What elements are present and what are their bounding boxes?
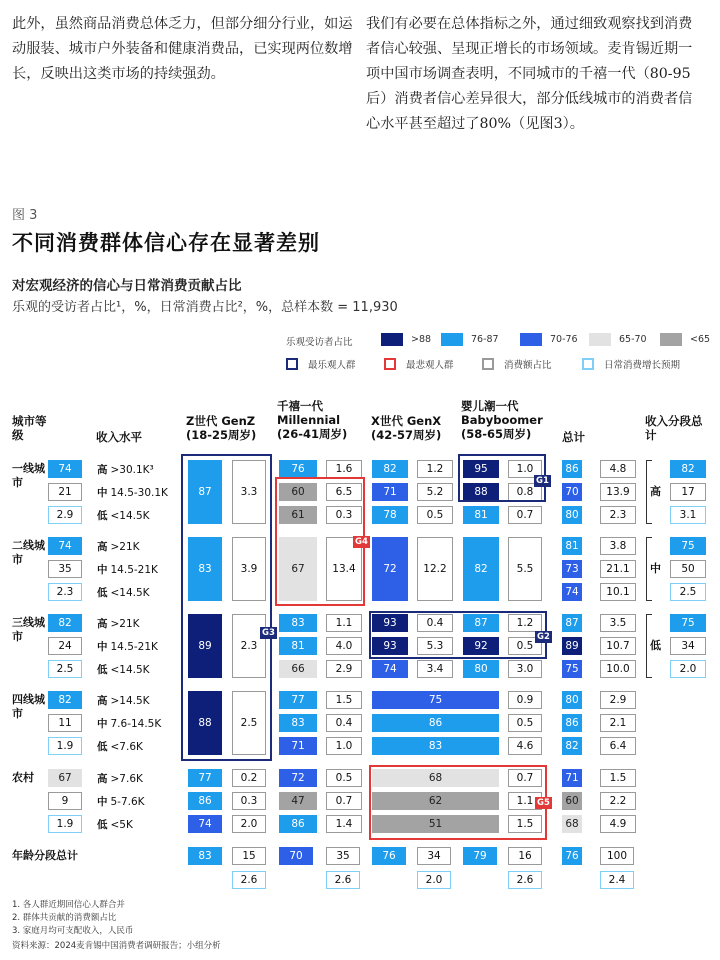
legend-bin-label: 70-76 [550,334,578,345]
total-optimism: 86 [562,714,582,732]
genx-optimism: 72 [372,537,408,601]
genx-optimism: 93 [372,637,408,655]
total-optimism: 82 [562,737,582,755]
genx-share: 5.3 [417,637,453,655]
header-total: 总计 [562,430,585,444]
age-total-growth: 2.6 [508,871,542,889]
income-range: >21K [110,541,140,553]
total-optimism: 86 [562,460,582,478]
boomer-optimism: 88 [463,483,499,501]
legend-box-label: 最悲观人群 [406,360,454,371]
genx-boomer-merged: 68 [372,769,499,787]
age-total-share: 34 [417,847,451,865]
millennial-share: 1.5 [326,691,362,709]
legend-swatch [520,333,542,346]
total-optimism: 87 [562,614,582,632]
income-level: 中 [97,487,108,499]
header-genx: X世代 GenX (42-57周岁) [371,414,442,442]
boomer-share: 0.9 [508,691,542,709]
genx-share: 12.2 [417,537,453,601]
tier-label: 四线城市 [12,693,45,720]
genx-boomer-merged: 86 [372,714,499,732]
age-total-growth: 2.6 [232,871,266,889]
income-range: >30.1K³ [110,464,154,476]
age-total-share: 35 [326,847,360,865]
tier-cell: 67 [48,769,82,787]
income-label [97,585,150,600]
income-level: 低 [97,741,108,753]
income-total-cell: 34 [670,637,706,655]
income-range: >7.6K [110,773,143,785]
income-range: <7.6K [110,741,143,753]
header-income-total: 收入分段总计 [645,414,703,442]
age-total-optimism: 76 [562,847,582,865]
total-optimism: 70 [562,483,582,501]
total-share: 1.5 [600,769,636,787]
boomer-optimism: 87 [463,614,499,632]
income-label [97,539,140,554]
genx-optimism: 71 [372,483,408,501]
genz-share: 2.0 [232,815,266,833]
legend-box [582,357,680,371]
genz-share: 0.3 [232,792,266,810]
income-label [97,716,161,731]
legend-box [384,357,454,371]
boomer-share: 0.8 [508,483,542,501]
total-optimism: 81 [562,537,582,555]
legend-bin-label: 76-87 [471,334,499,345]
total-share: 10.7 [600,637,636,655]
genz-optimism: 89 [188,614,222,678]
tier-cell: 1.9 [48,815,82,833]
legend-swatch [441,333,463,346]
genz-share: 2.3 [232,614,266,678]
footnote: 1. 各人群近期回信心人群合并 [12,900,125,910]
legend-box-label: 最乐观人群 [308,360,356,371]
genx-boomer-merged: 75 [372,691,499,709]
boomer-share: 3.0 [508,660,542,678]
total-share: 3.5 [600,614,636,632]
age-total-share: 15 [232,847,266,865]
tier-cell: 74 [48,537,82,555]
legend-swatch [589,333,611,346]
legend-box-swatch [384,358,396,370]
tier-cell: 24 [48,637,82,655]
total-share: 13.9 [600,483,636,501]
millennial-share: 0.4 [326,714,362,732]
income-level: 低 [97,510,108,522]
millennial-optimism: 71 [279,737,317,755]
income-level: 中 [97,564,108,576]
income-label [97,508,150,523]
genx-share: 1.2 [417,460,453,478]
income-level: 高 [97,618,108,630]
genx-boomer-merged: 83 [372,737,499,755]
genz-share: 3.9 [232,537,266,601]
group-tag: G3 [262,628,275,638]
tier-cell: 11 [48,714,82,732]
millennial-share: 0.7 [326,792,362,810]
age-total-growth: 2.0 [417,871,451,889]
boomer-optimism: 80 [463,660,499,678]
income-label [97,817,133,832]
total-share: 3.8 [600,537,636,555]
tier-label: 三线城市 [12,616,45,643]
boomer-share: 5.5 [508,537,542,601]
tier-cell: 1.9 [48,737,82,755]
tier-cell: 9 [48,792,82,810]
legend-box-label: 消费额占比 [504,360,552,371]
total-share: 21.1 [600,560,636,578]
legend-swatch [660,333,682,346]
tier-cell: 82 [48,614,82,632]
legend-box-swatch [286,358,298,370]
income-range: 14.5-30.1K [110,487,168,499]
genz-share: 2.5 [232,691,266,755]
intro-paragraph-left: 此外，虽然商品消费总体乏力，但部分细分行业，如运动服装、城市户外装备和健康消费品，已实现两位数增长，反映出这类市场的持续强劲。 [12,16,353,82]
millennial-share: 1.0 [326,737,362,755]
income-range: <14.5K [110,510,150,522]
millennial-optimism: 60 [279,483,317,501]
boomer-share: 4.6 [508,737,542,755]
income-range: 5-7.6K [110,796,145,808]
figure-label: 图 3 [12,208,38,223]
legend-swatch [381,333,403,346]
millennial-optimism: 77 [279,691,317,709]
income-level: 高 [97,695,108,707]
income-label [97,462,154,477]
income-level: 中 [97,641,108,653]
income-range: 14.5-21K [110,564,158,576]
millennial-optimism: 47 [279,792,317,810]
total-share: 10.0 [600,660,636,678]
group-tag: G1 [536,476,549,486]
boomer-optimism: 92 [463,637,499,655]
income-level: 中 [97,796,108,808]
age-total-optimism: 70 [279,847,313,865]
age-total-growth: 2.4 [600,871,634,889]
total-share: 2.2 [600,792,636,810]
age-total-share: 16 [508,847,542,865]
millennial-optimism: 76 [279,460,317,478]
tier-cell: 74 [48,460,82,478]
income-range: >14.5K [110,695,150,707]
millennial-optimism: 83 [279,614,317,632]
genx-optimism: 93 [372,614,408,632]
genx-optimism: 78 [372,506,408,524]
age-total-optimism: 79 [463,847,497,865]
millennial-share: 13.4 [326,537,362,601]
genx-share: 3.4 [417,660,453,678]
group-tag: G4 [355,537,368,547]
income-label [97,562,158,577]
total-share: 10.1 [600,583,636,601]
income-total-cell: 75 [670,614,706,632]
legend-bin [381,333,431,346]
g4-box [275,477,365,606]
income-range: <14.5K [110,587,150,599]
boomer-share: 0.7 [508,506,542,524]
age-total-optimism: 83 [188,847,222,865]
genx-optimism: 74 [372,660,408,678]
income-label [97,639,158,654]
header-income: 收入水平 [96,430,142,444]
genz-share: 0.2 [232,769,266,787]
income-total-cell: 3.1 [670,506,706,524]
header-tier: 城市等级 [12,414,47,442]
chart-title: 对宏观经济的信心与日常消费贡献占比 [12,278,242,294]
millennial-optimism: 61 [279,506,317,524]
income-label [97,616,140,631]
group-tag: G2 [537,632,550,642]
total-optimism: 71 [562,769,582,787]
total-optimism: 74 [562,583,582,601]
boomer-share: 0.5 [508,637,542,655]
total-optimism: 80 [562,691,582,709]
income-level: 低 [97,664,108,676]
income-total-cell: 82 [670,460,706,478]
income-level: 低 [97,819,108,831]
income-total-cell: 2.5 [670,583,706,601]
income-label [97,794,145,809]
total-optimism: 75 [562,660,582,678]
legend-bin [589,333,647,346]
age-total-optimism: 76 [372,847,406,865]
tier-cell: 2.3 [48,583,82,601]
total-share: 2.9 [600,691,636,709]
boomer-share: 1.2 [508,614,542,632]
genz-optimism: 87 [188,460,222,524]
income-level: 中 [97,718,108,730]
genz-optimism: 83 [188,537,222,601]
total-share: 4.8 [600,460,636,478]
genz-optimism: 77 [188,769,222,787]
legend-bin [520,333,578,346]
income-total-cell: 17 [670,483,706,501]
genx-share: 0.4 [417,614,453,632]
millennial-optimism: 86 [279,815,317,833]
income-total-cell: 50 [670,560,706,578]
income-total-cell: 75 [670,537,706,555]
income-label [97,693,150,708]
genx-share: 0.5 [417,506,453,524]
footnote: 2. 群体共贡献的消费额占比 [12,913,117,923]
legend-bin-label: >88 [411,334,432,345]
millennial-optimism: 66 [279,660,317,678]
millennial-share: 0.5 [326,769,362,787]
footnote: 资料来源：2024麦肯锡中国消费者调研报告；小组分析 [12,941,221,951]
boomer-share: 1.0 [508,460,542,478]
total-optimism: 60 [562,792,582,810]
figure-title: 不同消费群体信心存在显著差别 [12,230,320,255]
income-total-level: 中 [650,562,661,575]
intro-paragraph-right: 我们有必要在总体指标之外，通过细致观察找到消费者信心较强、呈现正增长的市场领域。麦肯锡近期一项中国市场调查表明，不同城市的千禧一代（80-95后）消费者信心差异很大，部分低线城市的消费者信心水平甚至超过了80%（见图3）。 [366,16,693,132]
legend-bin-label: 65-70 [619,334,647,345]
legend-bin-label: <65 [690,334,711,345]
legend-box-swatch [482,358,494,370]
tier-label: 二线城市 [12,539,45,566]
tier-cell: 2.5 [48,660,82,678]
genx-optimism: 82 [372,460,408,478]
income-level: 高 [97,464,108,476]
genz-optimism: 86 [188,792,222,810]
total-optimism: 89 [562,637,582,655]
boomer-optimism: 82 [463,537,499,601]
chart-subtitle: 乐观的受访者占比¹，%，日常消费占比²，%，总样本数 = 11,930 [12,300,398,315]
income-level: 高 [97,773,108,785]
tier-label: 农村 [12,771,34,784]
g5-box [369,765,547,840]
income-range: <14.5K [110,664,150,676]
genz-optimism: 74 [188,815,222,833]
tier-cell: 21 [48,483,82,501]
income-level: 低 [97,587,108,599]
legend-bin [660,333,710,346]
age-total-share: 100 [600,847,634,865]
income-range: >21K [110,618,140,630]
g2-box [369,611,547,659]
total-share: 2.3 [600,506,636,524]
legend-optimist-label: 乐观受访者占比 [286,337,353,348]
income-total-cell: 2.0 [670,660,706,678]
boomer-optimism: 95 [463,460,499,478]
millennial-share: 2.9 [326,660,362,678]
total-optimism: 80 [562,506,582,524]
income-range: <5K [110,819,133,831]
g1-box [458,454,546,502]
header-millennial: 千禧一代 Millennial (26-41周岁) [277,399,348,441]
income-range: 7.6-14.5K [110,718,162,730]
income-level: 高 [97,541,108,553]
header-boomer: 婴儿潮一代 Babyboomer (58-65周岁) [461,399,543,441]
total-optimism: 73 [562,560,582,578]
genz-optimism: 88 [188,691,222,755]
legend-box [286,357,356,371]
millennial-share: 1.1 [326,614,362,632]
income-label [97,739,143,754]
tier-cell: 35 [48,560,82,578]
boomer-share: 1.1 [508,792,542,810]
total-share: 2.1 [600,714,636,732]
income-total-level: 低 [650,639,661,652]
income-range: 14.5-21K [110,641,158,653]
tier-cell: 82 [48,691,82,709]
boomer-optimism: 81 [463,506,499,524]
income-label [97,771,143,786]
millennial-share: 4.0 [326,637,362,655]
income-label [97,485,168,500]
header-genz: Z世代 GenZ (18-25周岁) [186,414,257,442]
age-total-growth: 2.6 [326,871,360,889]
millennial-share: 6.5 [326,483,362,501]
boomer-share: 0.7 [508,769,542,787]
legend-box-swatch [582,358,594,370]
millennial-optimism: 81 [279,637,317,655]
tier-label: 一线城市 [12,462,45,489]
millennial-share: 0.3 [326,506,362,524]
total-share: 4.9 [600,815,636,833]
millennial-share: 1.4 [326,815,362,833]
boomer-share: 0.5 [508,714,542,732]
legend-bin [441,333,499,346]
genz-share: 3.3 [232,460,266,524]
income-total-level: 高 [650,485,661,498]
genx-share: 5.2 [417,483,453,501]
millennial-optimism: 67 [279,537,317,601]
age-total-label: 年龄分段总计 [12,849,78,862]
genx-boomer-merged: 62 [372,792,499,810]
group-tag: G5 [537,798,550,808]
income-label [97,662,150,677]
total-share: 6.4 [600,737,636,755]
tier-cell: 2.9 [48,506,82,524]
legend-box-label: 日常消费增长预期 [604,360,681,371]
millennial-optimism: 72 [279,769,317,787]
g3-box [181,454,272,761]
millennial-optimism: 83 [279,714,317,732]
boomer-share: 1.5 [508,815,542,833]
millennial-share: 1.6 [326,460,362,478]
genx-boomer-merged: 51 [372,815,499,833]
legend-box [482,357,552,371]
footnote: 3. 家庭月均可支配收入，人民币 [12,926,134,936]
total-optimism: 68 [562,815,582,833]
